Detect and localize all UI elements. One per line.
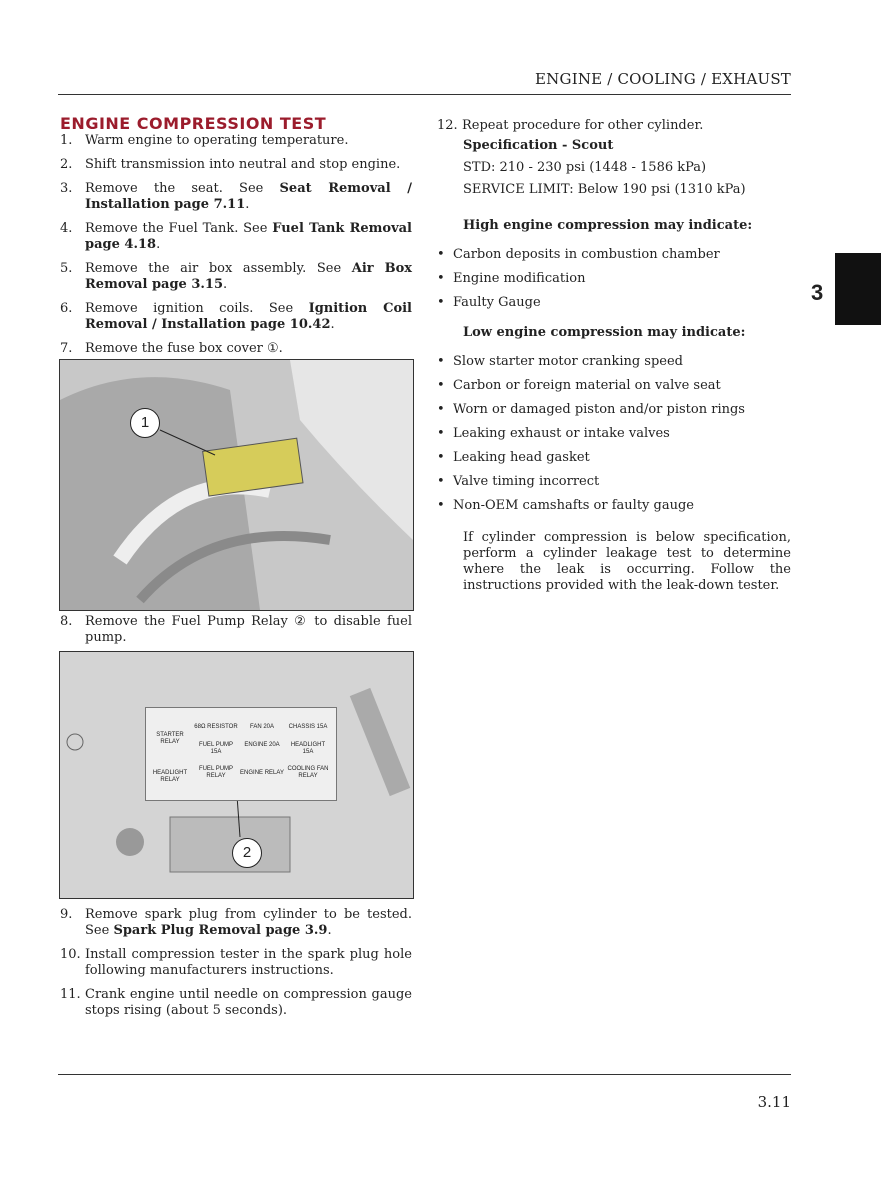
step-text xyxy=(85,947,412,979)
step-number: 5. xyxy=(60,261,73,276)
bullet-text: Slow starter motor cranking speed xyxy=(453,354,684,369)
low-title: Low engine compression may indicate: xyxy=(463,325,746,340)
step-item xyxy=(60,907,412,939)
text: Remove the air box assembly. See xyxy=(85,261,352,276)
low-list xyxy=(437,354,791,514)
step-item xyxy=(60,133,412,149)
cross-reference[interactable]: Seat Removal / Installation page 7.11 xyxy=(85,181,412,212)
bullet-item xyxy=(437,354,791,370)
high-title: High engine compression may indicate: xyxy=(463,218,753,233)
step-number: 8. xyxy=(60,614,73,629)
fuse-label: FUEL PUMP RELAY xyxy=(198,766,234,779)
header-rule xyxy=(58,94,791,95)
fuse-label: ENGINE RELAY xyxy=(240,770,284,776)
step-text: Repeat procedure for other cylinder. xyxy=(462,118,704,133)
cross-reference[interactable]: Fuel Tank Removal page 4.18 xyxy=(85,221,412,252)
bullet-text: Carbon deposits in combustion chamber xyxy=(453,247,720,262)
bullet-icon: • xyxy=(437,426,445,441)
spec-std: STD: 210 - 230 psi (1448 - 1586 kPa) xyxy=(463,160,707,175)
bullet-text: Leaking head gasket xyxy=(453,450,590,465)
chapter-number: 3 xyxy=(811,280,824,305)
text: . xyxy=(223,277,228,292)
bullet-icon: • xyxy=(437,450,445,465)
cross-reference[interactable]: Spark Plug Removal page 3.9 xyxy=(113,923,328,938)
step-item xyxy=(60,181,412,213)
callout-1: 1 xyxy=(130,408,160,438)
bullet-icon: • xyxy=(437,295,445,310)
bullet-item xyxy=(437,295,791,311)
step-item xyxy=(60,301,412,333)
text: Install compression tester in the spark plug hole following manufacturers instructions. xyxy=(85,947,412,978)
text: Warm engine to operating temperature. xyxy=(85,133,349,148)
text: . xyxy=(156,237,161,252)
bullet-text: Worn or damaged piston and/or piston rings xyxy=(453,402,745,417)
section-title: ENGINE COMPRESSION TEST xyxy=(60,114,327,133)
fuse-label: COOLING FAN RELAY xyxy=(287,766,329,779)
bullet-text: Leaking exhaust or intake valves xyxy=(453,426,670,441)
text: Shift transmission into neutral and stop engine. xyxy=(85,157,401,172)
bullet-icon: • xyxy=(437,402,445,417)
page-number: 3.11 xyxy=(757,1093,791,1111)
step-text xyxy=(85,301,412,333)
bullet-item xyxy=(437,450,791,466)
fuse-label: HEADLIGHT 15A xyxy=(290,742,326,755)
cross-reference[interactable]: Ignition Coil Removal / Installation page 10.42 xyxy=(85,301,412,332)
text: . xyxy=(330,317,335,332)
step-number: 2. xyxy=(60,157,73,172)
step-text xyxy=(85,181,412,213)
step-text xyxy=(85,157,400,173)
fuse-label: HEADLIGHT RELAY xyxy=(152,770,188,783)
bullet-item xyxy=(437,498,791,514)
engine-photo-1 xyxy=(60,360,413,610)
bullet-text: Engine modification xyxy=(453,271,586,286)
text: Remove spark plug from cylinder to be tested. See xyxy=(85,907,412,938)
bullet-icon: • xyxy=(437,247,445,262)
section-header: ENGINE / COOLING / EXHAUST xyxy=(535,70,791,88)
step-8 xyxy=(60,614,412,654)
lower-steps xyxy=(60,907,412,1027)
step-number: 11. xyxy=(60,987,81,1002)
leak-note: If cylinder compression is below specification, perform a cylinder leakage test to determine where the leak is occurring. Follow the instructions provided with the leak-down tester. xyxy=(463,530,791,593)
spec-title: Specification - Scout xyxy=(463,138,614,153)
text: Remove the seat. See xyxy=(85,181,280,196)
step-item xyxy=(60,157,412,173)
bullet-item xyxy=(437,271,791,287)
bullet-icon: • xyxy=(437,498,445,513)
step-text xyxy=(85,261,412,293)
spec-limit: SERVICE LIMIT: Below 190 psi (1310 kPa) xyxy=(463,182,746,197)
step-number: 10. xyxy=(60,947,81,962)
step-text xyxy=(85,341,283,357)
footer-rule xyxy=(58,1074,791,1075)
text: Crank engine until needle on compression gauge stops rising (about 5 seconds). xyxy=(85,987,412,1018)
step-number: 12. xyxy=(437,118,458,133)
text: Remove the Fuel Tank. See xyxy=(85,221,273,236)
step-text xyxy=(85,133,348,149)
bullet-item xyxy=(437,402,791,418)
bullet-text: Valve timing incorrect xyxy=(453,474,600,489)
step-text xyxy=(85,987,412,1019)
bullet-text: Faulty Gauge xyxy=(453,295,541,310)
step-item xyxy=(60,947,412,979)
bullet-icon: • xyxy=(437,474,445,489)
cross-reference[interactable]: Air Box Removal page 3.15 xyxy=(85,261,412,292)
bullet-item xyxy=(437,378,791,394)
step-number: 7. xyxy=(60,341,73,356)
step-number: 1. xyxy=(60,133,73,148)
bullet-icon: • xyxy=(437,354,445,369)
bullet-text: Non-OEM camshafts or faulty gauge xyxy=(453,498,694,513)
fuse-label: FUEL PUMP 15A xyxy=(198,742,234,755)
text: . xyxy=(327,923,332,938)
fuse-label: FAN 20A xyxy=(249,724,274,730)
text: . xyxy=(245,197,250,212)
bullet-icon: • xyxy=(437,378,445,393)
high-list xyxy=(437,247,791,311)
step-text xyxy=(85,221,412,253)
fuse-label: 68Ω RESISTOR xyxy=(194,724,238,730)
fuse-box-diagram xyxy=(145,707,337,801)
fuse-label: STARTER RELAY xyxy=(156,732,184,745)
step-number: 6. xyxy=(60,301,73,316)
step-item xyxy=(60,987,412,1019)
step-text xyxy=(85,907,412,939)
bullet-item xyxy=(437,247,791,263)
bullet-text: Carbon or foreign material on valve seat xyxy=(453,378,721,393)
fuse-label: CHASSIS 15A xyxy=(288,724,328,730)
bullet-icon: • xyxy=(437,271,445,286)
step-item xyxy=(60,221,412,253)
step-item xyxy=(60,261,412,293)
chapter-tab xyxy=(835,253,881,325)
figure-fuse-pump-relay xyxy=(59,651,414,899)
step-item xyxy=(60,341,412,357)
step-number: 4. xyxy=(60,221,73,236)
right-column xyxy=(437,118,791,600)
callout-2: 2 xyxy=(232,838,262,868)
figure-fuse-box-cover xyxy=(59,359,414,611)
step-number: 9. xyxy=(60,907,73,922)
fuse-label: ENGINE 20A xyxy=(244,742,280,748)
text: Remove ignition coils. See xyxy=(85,301,309,316)
bullet-item xyxy=(437,426,791,442)
left-steps xyxy=(60,133,412,365)
bullet-item xyxy=(437,474,791,490)
step-text: Remove the Fuel Pump Relay ② to disable fuel pump. xyxy=(85,614,412,645)
step-number: 3. xyxy=(60,181,73,196)
text: Remove the fuse box cover ①. xyxy=(85,341,283,356)
